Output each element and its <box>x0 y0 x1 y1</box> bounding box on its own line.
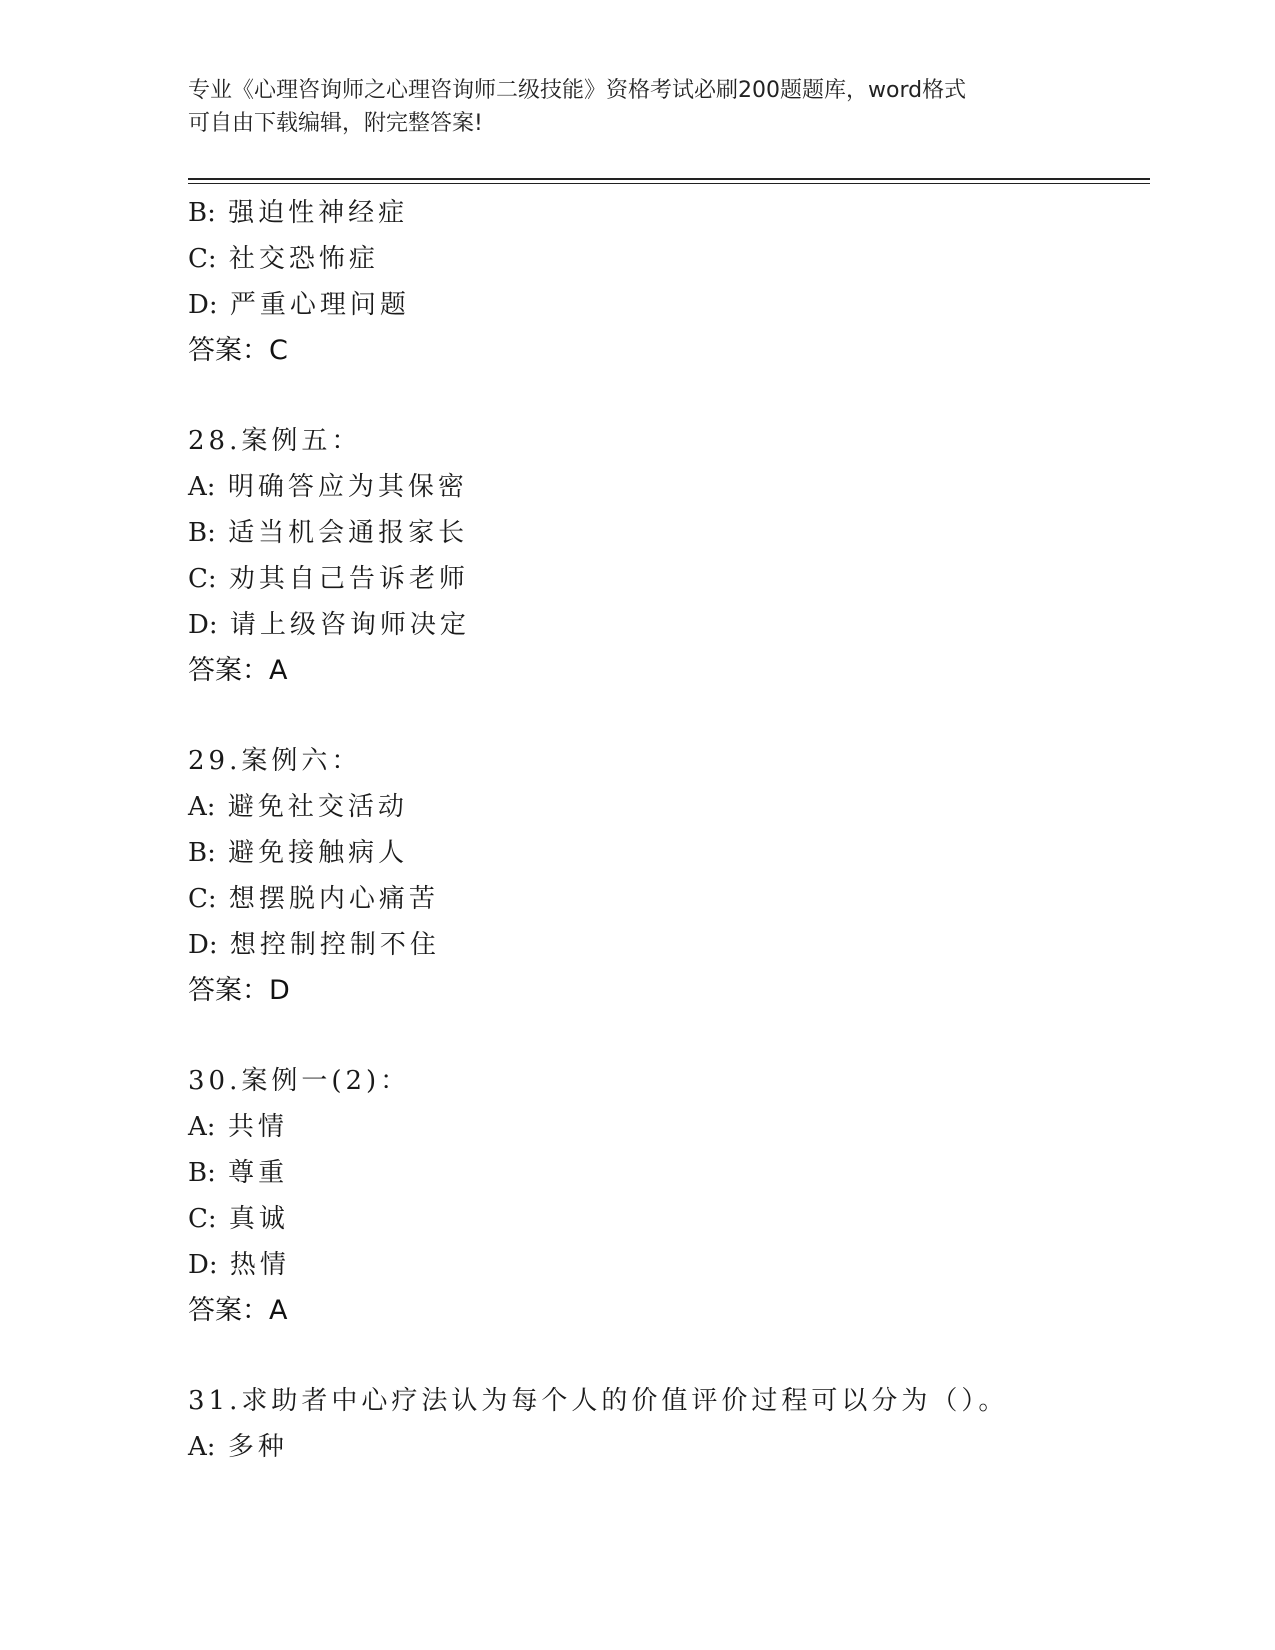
question-block <box>188 418 1148 694</box>
question-block <box>188 190 1148 374</box>
question-block <box>188 738 1148 1014</box>
option-line: B: 强迫性神经症 <box>188 198 409 228</box>
option-line: C: 真诚 <box>188 1204 289 1234</box>
answer-line: 答案：A <box>188 1295 288 1326</box>
question-title: 30.案例一(2)： <box>188 1066 411 1096</box>
option-line: A: 明确答应为其保密 <box>188 472 468 502</box>
option-line: A: 多种 <box>188 1432 288 1462</box>
option-line: C: 劝其自己告诉老师 <box>188 564 469 594</box>
option-line: D: 想控制控制不住 <box>188 930 440 960</box>
option-line: B: 避免接触病人 <box>188 838 409 868</box>
question-list <box>188 190 1148 1470</box>
header-line-1: 专业《心理咨询师之心理咨询师二级技能》资格考试必刷200题题库，word格式 <box>188 78 967 103</box>
option-line: B: 尊重 <box>188 1158 289 1188</box>
option-line: D: 请上级咨询师决定 <box>188 610 470 640</box>
question-title: 31.求助者中心疗法认为每个人的价值评价过程可以分为（）。 <box>188 1386 1009 1416</box>
header-divider <box>188 178 1150 184</box>
question-block <box>188 1058 1148 1334</box>
question-title: 28.案例五： <box>188 426 362 456</box>
option-line: D: 热情 <box>188 1250 290 1280</box>
answer-line: 答案：D <box>188 975 290 1006</box>
document-header <box>188 74 1068 140</box>
question-block <box>188 1378 1148 1470</box>
option-line: C: 社交恐怖症 <box>188 244 379 274</box>
option-line: D: 严重心理问题 <box>188 290 410 320</box>
question-title: 29.案例六： <box>188 746 362 776</box>
answer-line: 答案：A <box>188 655 288 686</box>
answer-line: 答案：C <box>188 335 288 366</box>
option-line: C: 想摆脱内心痛苦 <box>188 884 439 914</box>
header-line-2: 可自由下载编辑，附完整答案! <box>188 111 483 136</box>
option-line: A: 避免社交活动 <box>188 792 408 822</box>
option-line: B: 适当机会通报家长 <box>188 518 469 548</box>
option-line: A: 共情 <box>188 1112 288 1142</box>
